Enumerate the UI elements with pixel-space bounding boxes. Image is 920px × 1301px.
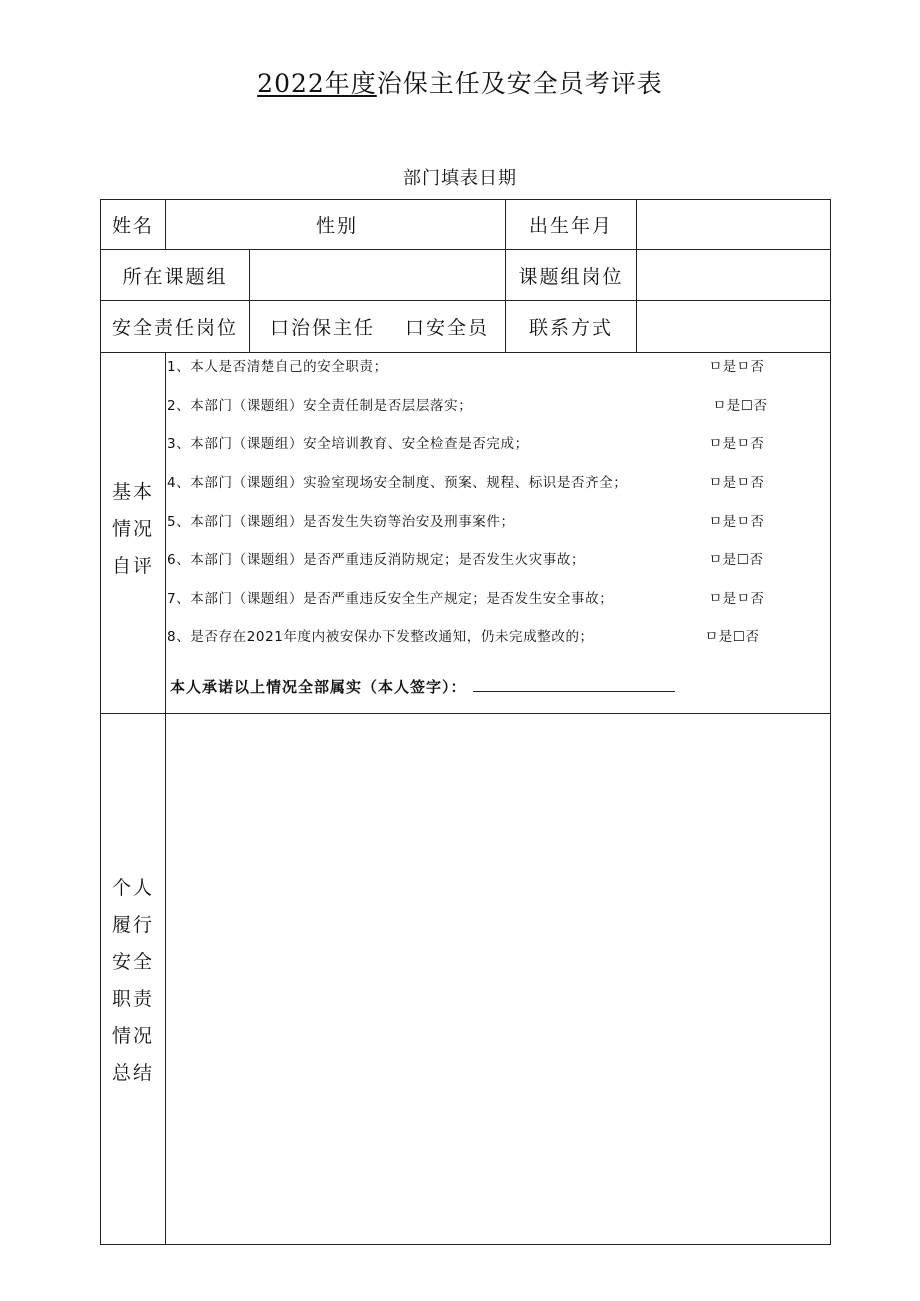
birth-field[interactable] (637, 200, 830, 249)
title-year: 2022年度 (257, 69, 377, 98)
group-field[interactable] (250, 250, 505, 300)
question-answer[interactable]: ㅁ是ㅁ否 (709, 475, 765, 491)
safety-post-options (250, 301, 505, 352)
question-item: 7、本部门（课题组）是否严重违反安全生产规定；是否发生安全事故； (167, 591, 614, 607)
signature-line[interactable] (473, 677, 675, 692)
option-security-director[interactable]: 口治保主任 (270, 317, 376, 339)
question-item: 5、本部门（课题组）是否发生失窃等治安及刑事案件； (167, 514, 515, 530)
option-safety-officer[interactable]: 口安全员 (405, 317, 490, 339)
question-answer[interactable]: ㅁ是☐否 (709, 552, 764, 568)
summary-section-label: 个人 履行 安全 职责 情况 总结 (111, 877, 154, 1084)
row-divider (100, 352, 831, 353)
table-border-right (830, 199, 831, 1245)
table-border-bottom (100, 1244, 831, 1245)
department-date-line: 部门填表日期 (403, 168, 517, 189)
group-label: 所在课题组 (122, 265, 228, 288)
question-answer[interactable]: ㅁ是ㅁ否 (709, 436, 765, 452)
title-text: 治保主任及安全员考评表 (376, 69, 663, 98)
summary-text-area[interactable] (166, 714, 830, 1244)
question-item: 6、本部门（课题组）是否严重违反消防规定；是否发生火灾事故； (167, 552, 586, 568)
question-item: 2、本部门（课题组）安全责任制是否层层落实； (167, 398, 473, 414)
name-label: 姓名 (111, 215, 154, 237)
page-title (0, 64, 920, 100)
birth-label: 出生年月 (528, 215, 613, 237)
safety-post-label: 安全责任岗位 (111, 317, 238, 339)
gender-label: 性别 (316, 215, 359, 237)
question-answer[interactable]: ㅁ是☐否 (705, 629, 760, 645)
contact-field[interactable] (637, 301, 830, 352)
question-answer[interactable]: ㅁ是ㅁ否 (709, 514, 765, 530)
question-item: 4、本部门（课题组）实验室现场安全制度、预案、规程、标识是否齐全； (167, 475, 628, 491)
group-post-field[interactable] (637, 250, 830, 300)
contact-label: 联系方式 (528, 317, 613, 339)
question-item: 1、本人是否清楚自己的安全职责； (167, 359, 388, 375)
question-answer[interactable]: ㅁ是ㅁ否 (709, 359, 765, 375)
question-item: 8、是否存在2021年度内被安保办下发整改通知，仍未完成整改的； (167, 629, 594, 645)
question-answer[interactable]: ㅁ是ㅁ否 (709, 591, 765, 607)
self-eval-section-label: 基本 情况 自评 (111, 481, 154, 577)
pledge-statement: 本人承诺以上情况全部属实（本人签字）： (170, 676, 675, 697)
question-item: 3、本部门（课题组）安全培训教育、安全检查是否完成； (167, 436, 529, 452)
question-answer[interactable]: ㅁ是☐否 (713, 398, 768, 414)
group-post-label: 课题组岗位 (518, 265, 624, 288)
